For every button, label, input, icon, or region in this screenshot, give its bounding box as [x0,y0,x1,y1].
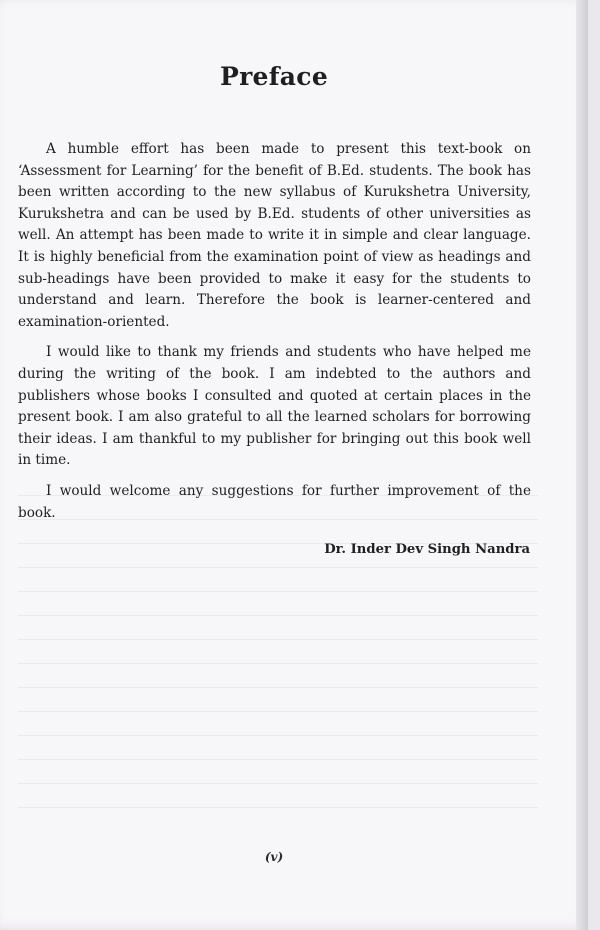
author-signature: Dr. Inder Dev Singh Nandra [324,542,530,557]
paragraph-1: A humble effort has been made to present this text-book on ‘Assessment for Learning’ for the benefit of B.Ed. students. The book has been written according to the new syllabus of Kurukshetra University, Kurukshetra and can be used by B.Ed. students of other universities as well. An attempt has been made to write it in simple and clear language. It is highly beneficial from the examination point of view as headings and sub-headings have been provided to make it easy for the students to understand and learn. Therefore the book is learner-centered and examination-oriented. [18,141,531,330]
paragraph-3: I would welcome any suggestions for further improvement of the book. [18,482,531,521]
page-number: (v) [264,850,284,864]
preface-body [18,139,531,533]
page-edge [576,0,588,930]
paragraph-2: I would like to thank my friends and students who have helped me during the writing of the book. I am indebted to the authors and publishers whose books I consulted and quoted at certain places in the present book. I am also grateful to all the learned scholars for borrowing their ideas. I am thankful to my publisher for bringing out this book well in time. [18,344,531,469]
page-title: Preface [219,62,329,91]
